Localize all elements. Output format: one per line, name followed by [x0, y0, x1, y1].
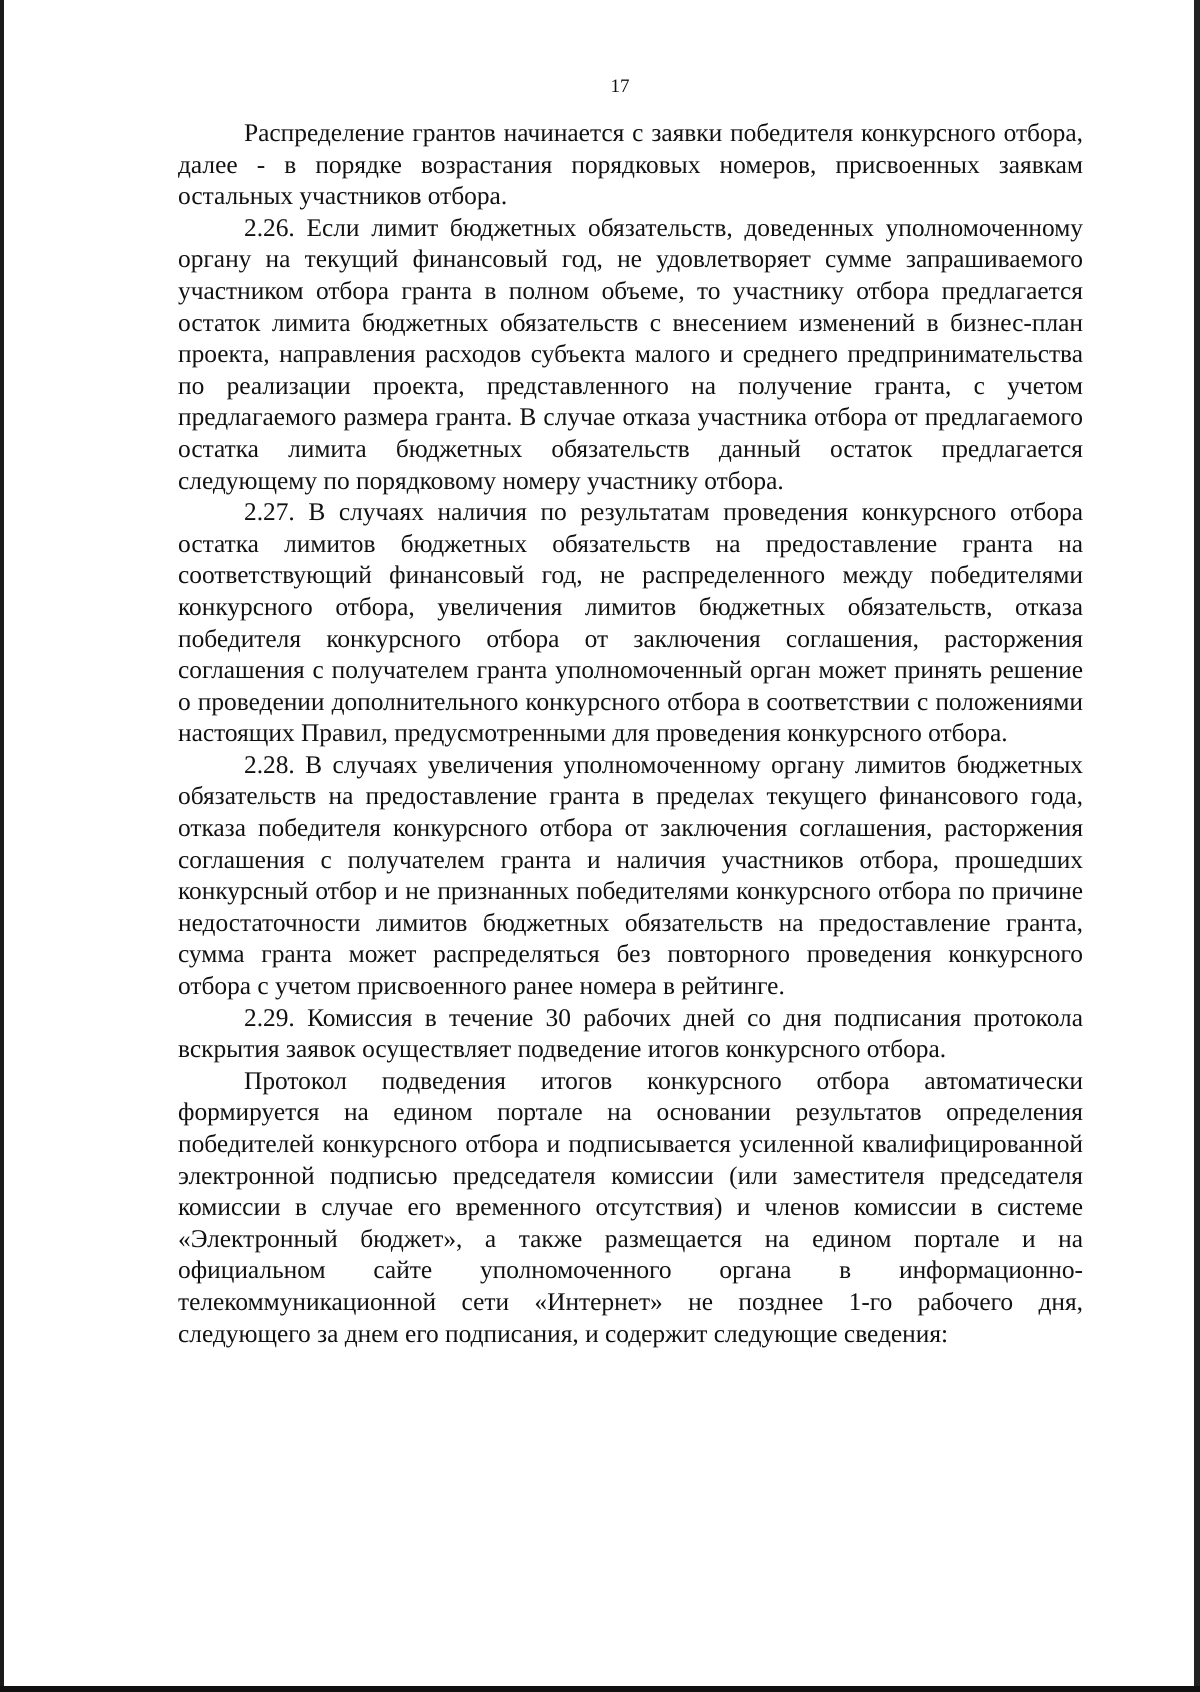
scan-bottom-edge	[0, 1686, 1200, 1692]
page-number: 17	[610, 76, 630, 97]
paragraph-2-29: 2.29. Комиссия в течение 30 рабочих дней со дня подписания протокола вскрытия заявок осуществляет подведение итогов конкурсного отбора.	[178, 1003, 1083, 1064]
paragraph-2-28: 2.28. В случаях увеличения уполномоченному органу лимитов бюджетных обязательств на предоставление гранта в пределах текущего финансового года, отказа победителя конкурсного отбора от заключения соглашения, расторжения соглашения с получателем гранта и наличия участников отбора, прошедших конкурсный отбор и не признанных победителями конкурсного отбора по причине недостаточности лимитов бюджетных обязательств на предоставление гранта, сумма гранта может распределяться без повторного проведения конкурсного отбора с учетом присвоенного ранее номера в рейтинге.	[178, 750, 1083, 1001]
paragraph-2-27: 2.27. В случаях наличия по результатам проведения конкурсного отбора остатка лимитов бюджетных обязательств на предоставление гранта на соответствующий финансовый год, не распределенного между победителями конкурсного отбора, увеличения лимитов бюджетных обязательств, отказа победителя конкурсного отбора от заключения соглашения, расторжения соглашения с получателем гранта уполномоченный орган может принять решение о проведении дополнительного конкурсного отбора в соответствии с положениями настоящих Правил, предусмотренными для проведения конкурсного отбора.	[178, 498, 1083, 748]
paragraph-grant-distribution: Распределение грантов начинается с заявки победителя конкурсного отбора, далее - в порядке возрастания порядковых номеров, присвоенных заявкам остальных участников отбора.	[178, 119, 1083, 211]
scan-left-edge	[0, 0, 4, 1692]
paragraph-protocol: Протокол подведения итогов конкурсного отбора автоматически формируется на едином портале на основании результатов определения победителей конкурсного отбора и подписывается усиленной квалифицированной электронной подписью председателя комиссии (или заместителя председателя комиссии в случае его временного отсутствия) и членов комиссии в системе «Электронный бюджет», а также размещается на едином портале и на официальном сайте уполномоченного органа в информационно-телекоммуникационной сети «Интернет» не позднее 1-го рабочего дня, следующего за днем его подписания, и содержит следующие сведения:	[178, 1066, 1083, 1348]
paragraph-2-26: 2.26. Если лимит бюджетных обязательств, доведенных уполномоченному органу на текущий финансовый год, не удовлетворяет сумме запрашиваемого участником отбора гранта в полном объеме, то участнику отбора предлагается остаток лимита бюджетных обязательств с внесением изменений в бизнес-план проекта, направления расходов субъекта малого и среднего предпринимательства по реализации проекта, представленного на получение гранта, с учетом предлагаемого размера гранта. В случае отказа участника отбора от предлагаемого остатка лимита бюджетных обязательств данный остаток предлагается следующему по порядковому номеру участнику отбора.	[178, 213, 1083, 495]
document-body	[178, 118, 1083, 1350]
scan-right-edge	[1194, 0, 1200, 1692]
